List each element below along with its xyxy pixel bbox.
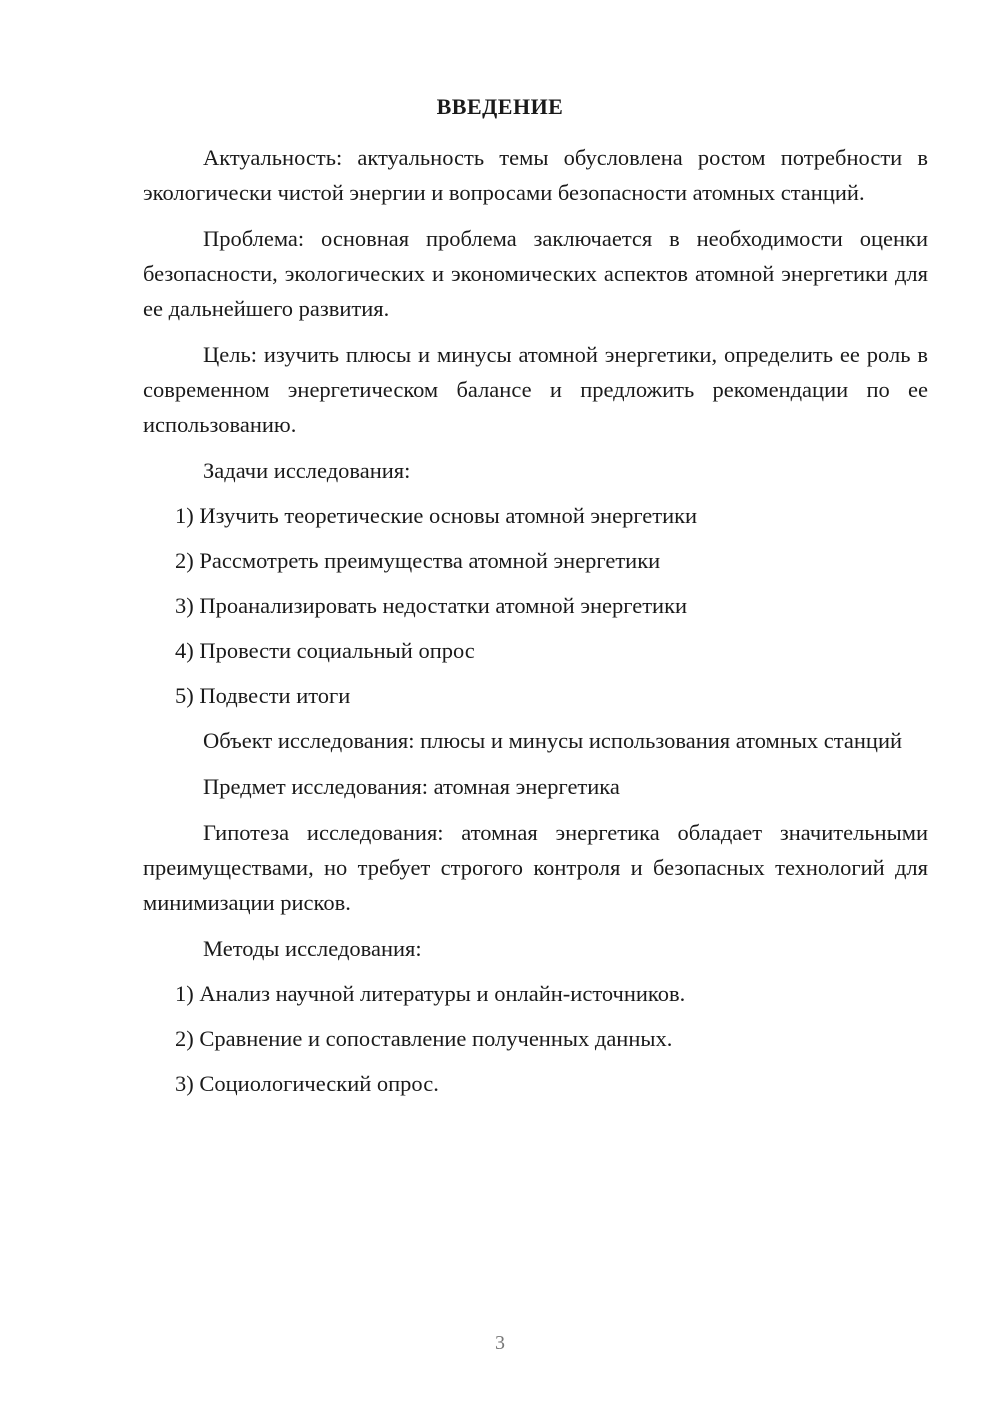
paragraph-tasks-heading: Задачи исследования:: [203, 458, 411, 483]
paragraph-relevance: Актуальность: актуальность темы обусловлена ростом потребности в экологически чистой энергии и вопросами безопасности атомных станций.: [143, 145, 928, 205]
paragraph-methods-heading: Методы исследования:: [203, 936, 422, 961]
list-item: 4) Провести социальный опрос: [175, 638, 475, 663]
list-item: 2) Сравнение и сопоставление полученных данных.: [175, 1026, 673, 1051]
document-body: [143, 140, 928, 1111]
list-item: 1) Анализ научной литературы и онлайн-источников.: [175, 981, 686, 1006]
list-item: 3) Социологический опрос.: [175, 1071, 439, 1096]
list-item: 5) Подвести итоги: [175, 683, 351, 708]
tasks-list: [143, 498, 928, 713]
list-item: 3) Проанализировать недостатки атомной энергетики: [175, 593, 688, 618]
list-item: 2) Рассмотреть преимущества атомной энергетики: [175, 548, 661, 573]
page-number: 3: [495, 1332, 505, 1354]
methods-list: [143, 976, 928, 1101]
paragraph-subject: Предмет исследования: атомная энергетика: [203, 774, 620, 799]
list-item: 1) Изучить теоретические основы атомной энергетики: [175, 503, 698, 528]
page-title: ВВЕДЕНИЕ: [436, 94, 564, 119]
paragraph-hypothesis: Гипотеза исследования: атомная энергетика обладает значительными преимуществами, но требует строгого контроля и безопасных технологий для минимизации рисков.: [143, 820, 928, 915]
paragraph-goal: Цель: изучить плюсы и минусы атомной энергетики, определить ее роль в современном энергетическом балансе и предложить рекомендации по ее использованию.: [143, 342, 928, 437]
paragraph-problem: Проблема: основная проблема заключается в необходимости оценки безопасности, экологических и экономических аспектов атомной энергетики для ее дальнейшего развития.: [143, 226, 928, 321]
paragraph-object: Объект исследования: плюсы и минусы использования атомных станций: [203, 728, 903, 753]
